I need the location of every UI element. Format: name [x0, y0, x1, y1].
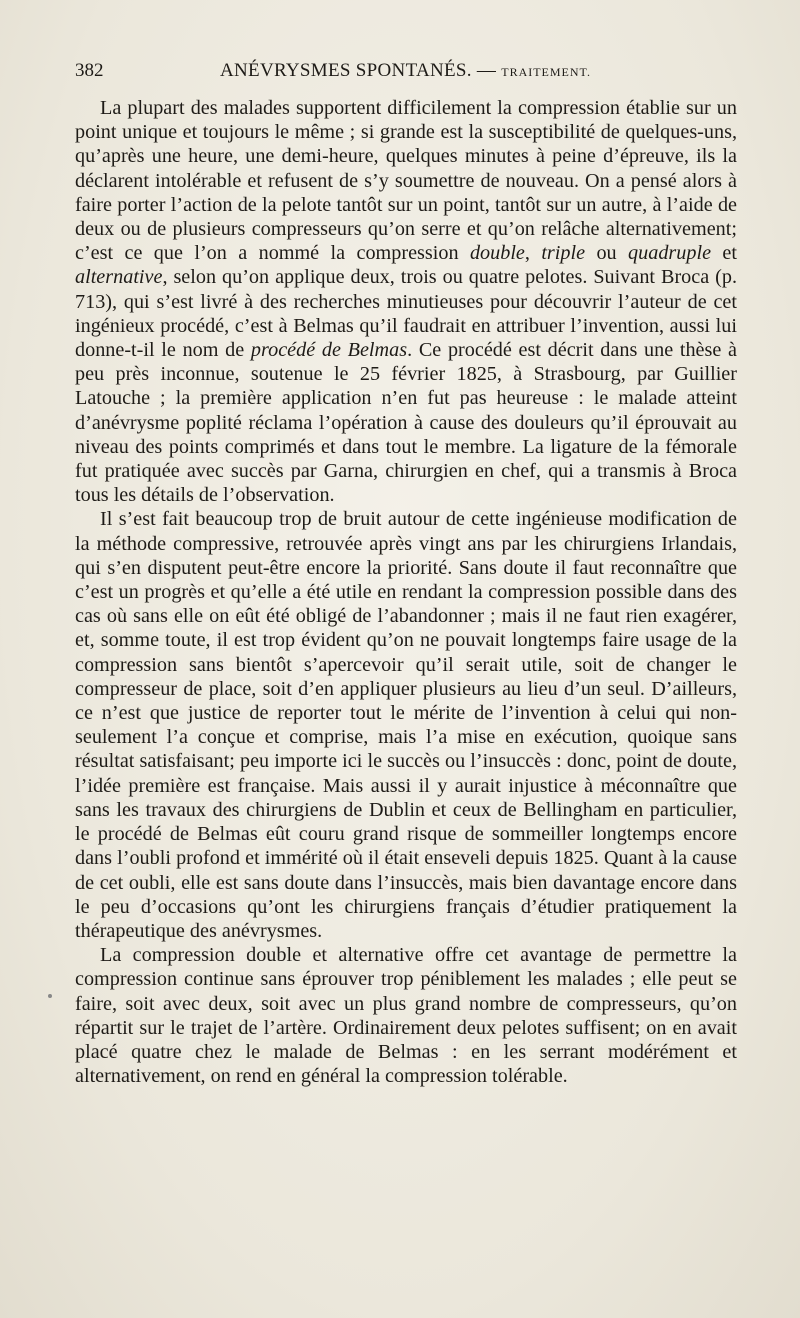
page-number: 382: [75, 60, 104, 81]
running-separator: —: [471, 60, 502, 81]
paragraph-1-text-c: . Ce procédé est décrit dans une thèse à peu près inconnue, soutenue le 25 février 1825, à Strasbourg, par Guillier Latouche ; la première application n’en fut pas heureuse : le malade atteint d’anévrysme poplité réclama l’opération à cause des douleurs qu’il éprouvait au niveau des points comprimés et dans tout le membre. La ligature de la fémorale fut pratiquée avec succès par Garna, chirurgien en chef, qui a transmis à Broca tous les détails de l’observation.: [75, 339, 737, 507]
term-procede-de-belmas: procédé de Belmas: [250, 339, 408, 362]
sep-3: et: [711, 242, 738, 265]
margin-speck: [48, 994, 52, 998]
running-title: ANÉVRYSMES SPONTANÉS.: [220, 60, 472, 81]
running-head: [220, 60, 591, 82]
paragraph-1: [75, 96, 737, 507]
term-triple: triple: [541, 242, 586, 265]
paragraph-1-text-b: , selon qu’on applique deux, trois ou quatre pelotes. Suivant Broca (p. 713), qui s’est livré à des recherches minutieuses pour découvrir l’auteur de cet ingénieux procédé, c’est à Belmas qu’il faudrait en attribuer l’invention, aussi lui donne-t-il le nom de: [75, 266, 737, 362]
sep-2: ou: [585, 242, 629, 265]
page-header: [75, 60, 735, 90]
paragraph-1-text-a: La plupart des malades supportent difficilement la compression établie sur un point unique et toujours le même ; si grande est la susceptibilité de quelques-uns, qu’après une heure, une demi-heure, quelques minutes à peine d’épreuve, ils la déclarent intolérable et refusent de s’y soumettre de nouveau. On a pensé alors à faire porter l’action de la pelote tantôt sur un point, tantôt sur un autre, à l’aide de deux ou de plusieurs compresseurs qu’on serre et qu’on relâche alternativement; c’est ce que l’on a nommé la compression: [75, 97, 737, 265]
term-double: double: [469, 242, 525, 265]
sep-1: ,: [524, 242, 542, 265]
term-quadruple: quadruple: [628, 242, 712, 265]
running-section: TRAITEMENT.: [501, 65, 591, 79]
paragraph-3: La compression double et alternative offre cet avantage de permettre la compression continue sans éprouver trop péniblement les malades ; elle peut se faire, soit avec deux, soit avec un plus grand nombre de compresseurs, qu’on répartit sur le trajet de l’artère. Ordinairement deux pelotes suffisent; on en avait placé quatre chez le malade de Belmas : en les serrant modérément et alternativement, on rend en général la compression tolérable.: [75, 944, 737, 1088]
paragraph-2: Il s’est fait beaucoup trop de bruit autour de cette ingénieuse modification de la méthode compressive, retrouvée après vingt ans par les chirurgiens Irlandais, qui s’en disputent peut-être encore la priorité. Sans doute il faut reconnaître que c’est un progrès et qu’elle a été utile en rendant la compression possible dans des cas où sans elle on eût été obligé de l’abandonner ; mais il ne faut rien exagérer, et, somme toute, il est trop évident qu’on ne pouvait longtemps faire usage de la compression sans bientôt s’apercevoir qu’il serait utile, soit de changer le compresseur de place, soit d’en appliquer plusieurs au lieu d’un seul. D’ailleurs, ce n’est que justice de reporter tout le mérite de l’invention à celui qui non-seulement l’a conçue et comprise, mais l’a mise en exécution, quoique sans résultat satisfaisant; peu importe ici le succès ou l’insuccès : donc, point de doute, l’idée première est française. Mais aussi il y aurait injustice à méconnaître que sans les travaux des chirurgiens de Dublin et ceux de Bellingham en particulier, le procédé de Belmas eût couru grand risque de sommeiller longtemps encore dans l’oubli profond et immérité où il était enseveli depuis 1825. Quant à la cause de cet oubli, elle est sans doute dans l’insuccès, mais bien davantage encore dans le peu d’occasions qu’ont les chirurgiens français d’étudier pratiquement la thérapeutique des anévrysmes.: [75, 508, 737, 942]
term-alternative: alternative: [75, 266, 163, 289]
page-body: [75, 96, 737, 1088]
